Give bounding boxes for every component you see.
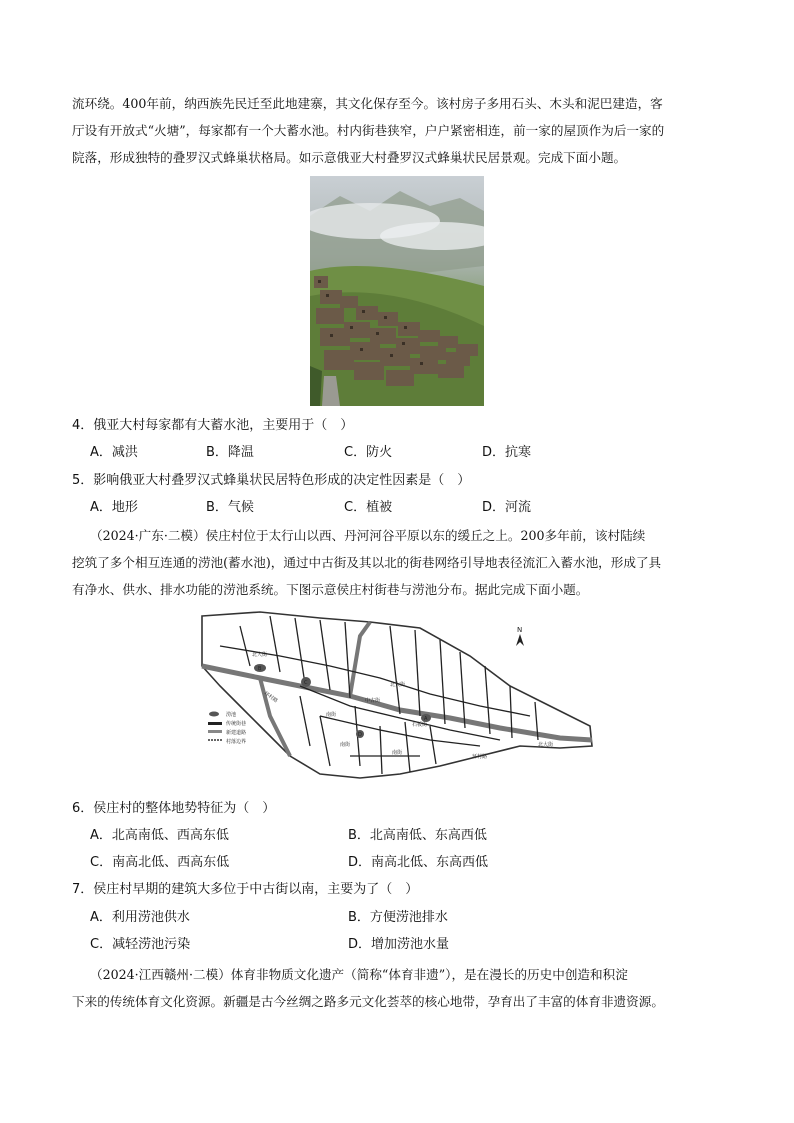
street-label: 北大街 xyxy=(538,742,554,748)
village-street-map xyxy=(200,606,596,784)
new-road xyxy=(260,678,290,756)
pond-icon xyxy=(254,664,431,738)
text-line: 挖筑了多个相互连通的涝池(蓄水池)，通过中古街及其以北的街巷网络引导地表径流汇入蓄水池，形成了具 xyxy=(72,555,662,570)
street-label: 北大街 xyxy=(252,652,268,658)
question-4-stem: 4．俄亚大村每家都有大蓄水池，主要用于（ ） xyxy=(72,418,354,433)
option-d[interactable]: D．南高北低、东高西低 xyxy=(348,855,489,870)
option-b[interactable]: B．气候 xyxy=(206,500,254,515)
street-label: 环村路 xyxy=(472,754,488,760)
option-a[interactable]: A．利用涝池供水 xyxy=(90,910,190,925)
option-c[interactable]: C．植被 xyxy=(344,500,393,515)
question-6-options xyxy=(90,824,730,843)
pond-label: B xyxy=(258,666,262,672)
question-5-options xyxy=(90,496,730,515)
option-d[interactable]: D．增加涝池水量 xyxy=(348,937,450,952)
question-7-options xyxy=(90,906,730,925)
option-c[interactable]: C．防火 xyxy=(344,445,393,460)
text-line: 下来的传统体育文化资源。新疆是古今丝绸之路多元文化荟萃的核心地带，孕育出了丰富的体育非遗资源。 xyxy=(72,994,664,1009)
option-b[interactable]: B．降温 xyxy=(206,445,254,460)
map-legend xyxy=(208,711,246,745)
street-label: 南街 xyxy=(326,712,337,718)
option-a[interactable]: A．减洪 xyxy=(90,445,138,460)
street-label: 中古街 xyxy=(365,698,381,704)
street-label: 北大街 xyxy=(390,682,406,688)
question-6-stem: 6．侯庄村的整体地势特征为（ ） xyxy=(72,801,276,816)
legend-label: 新建道路 xyxy=(226,730,247,736)
question-7-options xyxy=(90,933,730,952)
legend-label: 涝池 xyxy=(226,712,237,718)
pond-label: D xyxy=(358,732,362,738)
question-7-stem: 7．侯庄村早期的建筑大多位于中古街以南，主要为了（ ） xyxy=(72,882,419,897)
question-6-options xyxy=(90,851,730,870)
question-4-options xyxy=(90,441,730,460)
text-line: 有净水、供水、排水功能的涝池系统。下图示意侯庄村街巷与涝池分布。据此完成下面小题。 xyxy=(72,582,589,597)
legend-label: 传统街巷 xyxy=(226,721,247,727)
street-label: 南街 xyxy=(340,742,351,748)
text-line: 厅设有开放式“火塘”，每家都有一个大蓄水池。村内街巷狭窄，户户紧密相连，前一家的屋顶作为后一家的 xyxy=(72,123,665,138)
option-c[interactable]: C．南高北低、西高东低 xyxy=(90,855,230,870)
new-road xyxy=(350,622,370,696)
option-c[interactable]: C．减轻涝池污染 xyxy=(90,937,191,952)
question-5-stem: 5．影响俄亚大村叠罗汉式蜂巢状民居特色形成的决定性因素是（ ） xyxy=(72,473,471,488)
text-line: （2024·江西赣州·二模）体育非物质文化遗产（简称“体育非遗”），是在漫长的历史中创造和积淀 xyxy=(90,967,628,982)
north-label: N xyxy=(517,626,523,634)
option-d[interactable]: D．河流 xyxy=(482,500,532,515)
pond-label: C xyxy=(304,680,308,686)
street-label: 南街 xyxy=(392,750,403,756)
street-label: 环村路 xyxy=(262,690,279,705)
text-line: 流环绕。400年前，纳西族先民迁至此地建寨，其文化保存至今。该村房子多用石头、木头和泥巴建造，客 xyxy=(72,96,663,111)
option-d[interactable]: D．抗寒 xyxy=(482,445,532,460)
text-line: 院落，形成独特的叠罗汉式蜂巢状格局。如示意俄亚大村叠罗汉式蜂巢状民居景观。完成下面小题。 xyxy=(72,150,627,165)
pond-label: A xyxy=(424,716,428,722)
option-a[interactable]: A．地形 xyxy=(90,500,138,515)
north-arrow-icon xyxy=(516,634,524,646)
village-photo xyxy=(310,176,484,406)
legend-label: 村落边界 xyxy=(226,739,247,745)
option-a[interactable]: A．北高南低、西高东低 xyxy=(90,828,229,843)
text-line: （2024·广东·二模）侯庄村位于太行山以西、丹河河谷平原以东的缓丘之上。200多年前，该村陆续 xyxy=(90,528,646,543)
street-label: 石板街 xyxy=(412,722,428,728)
new-road xyxy=(202,666,592,740)
option-b[interactable]: B．北高南低、东高西低 xyxy=(348,828,487,843)
option-b[interactable]: B．方便涝池排水 xyxy=(348,910,448,925)
